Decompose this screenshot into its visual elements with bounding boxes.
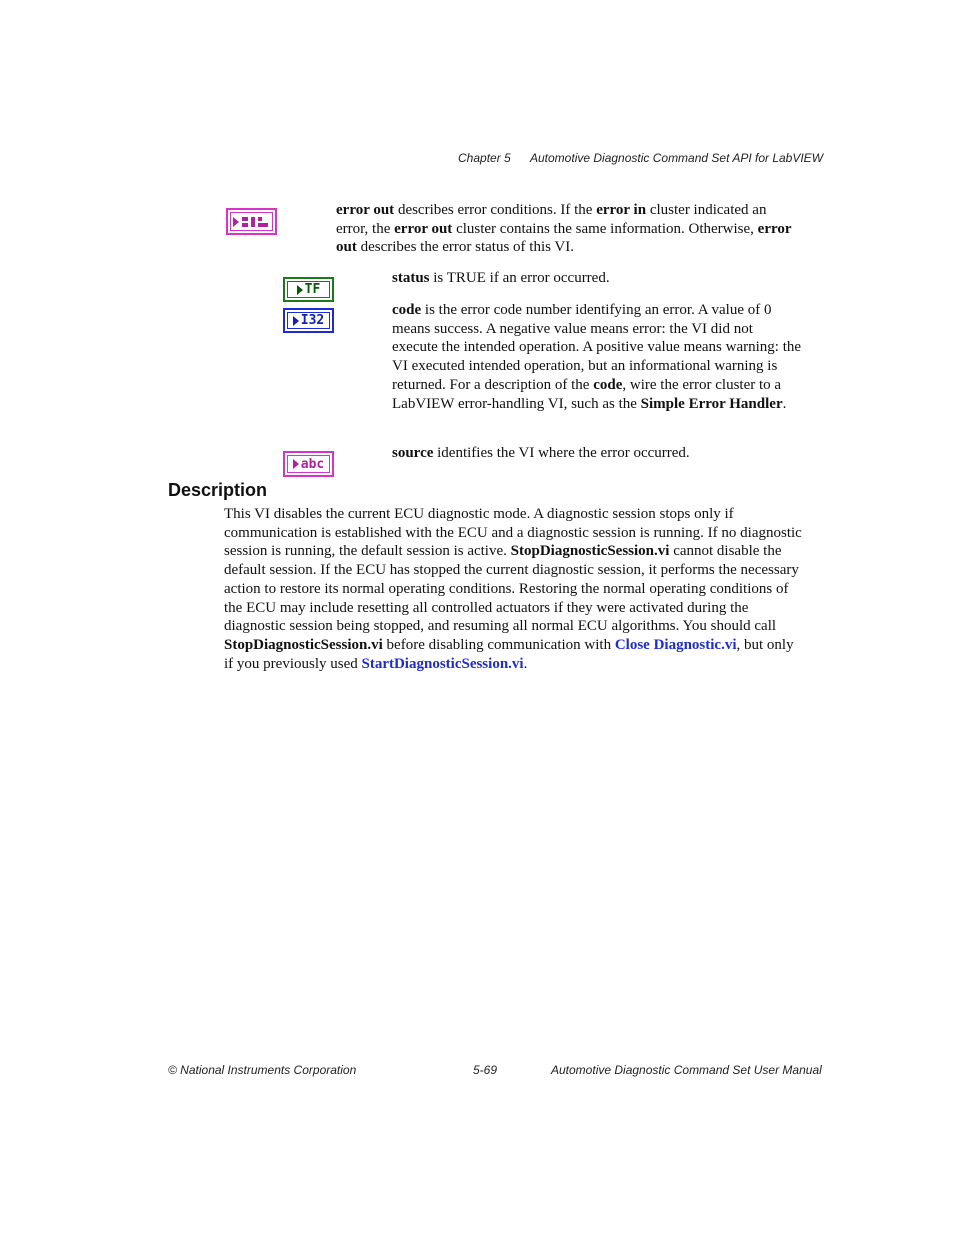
term-error-out: error out (336, 202, 395, 218)
footer-copyright: © National Instruments Corporation (168, 1063, 357, 1077)
term-error-out: error out (394, 220, 453, 237)
term-simple-error-handler: Simple Error Handler (640, 395, 783, 412)
error-out-description: error out describes error conditions. If the error in cluster indicated an error, the error out cluster contains the same information. Otherwise, error out describes the error status of this VI. (336, 202, 792, 256)
term-error-in: error in (596, 202, 647, 218)
section-heading-description: Description (168, 480, 268, 500)
term-status: status (392, 270, 430, 286)
footer-page-number: 5-69 (473, 1063, 498, 1077)
term-source: source (392, 445, 434, 461)
source-description: source identifies the VI where the error occurred. (392, 445, 690, 461)
description-body: This VI disables the current ECU diagnostic mode. A diagnostic session stops only if communication is established with the ECU and a diagnostic session is running. If no diagnostic session is running, the default session is active. StopDiagnosticSession.vi cannot disable the default session. If the ECU has stopped the current diagnostic session, it performs the necessary action to restore its normal operating conditions. Restoring the normal operating conditions of the ECU may include resetting all controlled actuators if they were activated during the diagnostic session being stopped, and resuming all normal ECU algorithms. You should call StopDiagnosticSession.vi before disabling communication with Close Diagnostic.vi, but only if you previously used StartDiagnosticSession.vi. (224, 506, 802, 672)
status-description: status is TRUE if an error occurred. (392, 270, 610, 286)
term-error-out: error out (336, 220, 792, 256)
term-stop-diagnostic-session: StopDiagnosticSession.vi (510, 543, 670, 560)
link-close-diagnostic[interactable]: Close Diagnostic.vi (614, 636, 737, 653)
error-cluster-icon (226, 208, 277, 235)
i32-icon: I32 (283, 308, 334, 333)
running-header-chapter: Chapter 5 (458, 151, 511, 165)
code-description: code is the error code number identifying an error. A value of 0 means success. A negative value means error: the VI did not execute the intended operation. A positive value means warning: the VI executed intended operation, but an informational warning is returned. For a description of the code, wire the error cluster to a LabVIEW error-handling VI, such as the Simple Error Handler. (392, 302, 802, 412)
footer-manual-title: Automotive Diagnostic Command Set User Manual (551, 1063, 822, 1077)
link-start-diagnostic-session[interactable]: StartDiagnosticSession.vi (361, 655, 524, 672)
cluster-glyph-icon (241, 215, 271, 229)
term-code: code (392, 302, 422, 318)
term-stop-diagnostic-session: StopDiagnosticSession.vi (224, 636, 383, 653)
boolean-tf-icon: TF (283, 277, 334, 302)
term-code: code (593, 376, 623, 393)
string-abc-icon: abc (283, 451, 334, 477)
running-header-title: Automotive Diagnostic Command Set API for LabVIEW (530, 151, 824, 165)
